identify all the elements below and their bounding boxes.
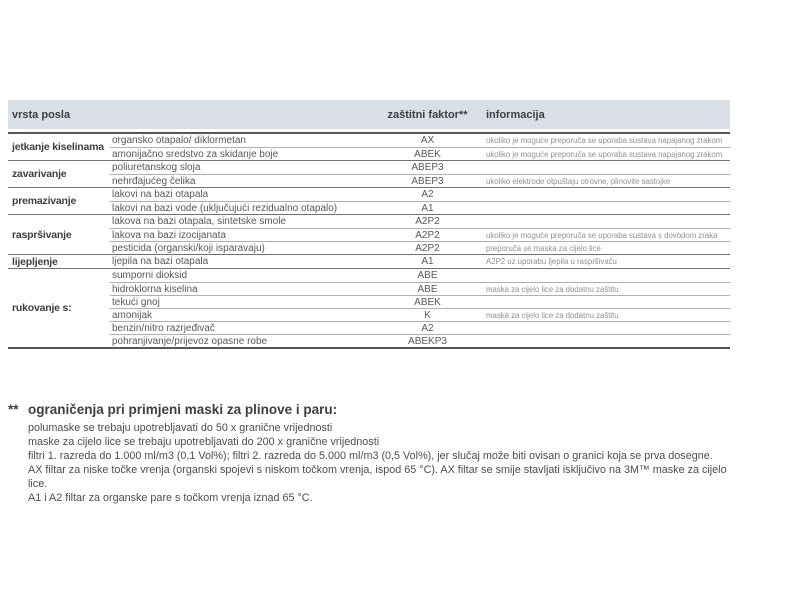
cell-task: lakovi na bazi vode (uključujući rezidualno otapalo): [112, 202, 338, 214]
column-header-vrsta-posla: vrsta posla: [12, 108, 71, 121]
footnote-lines: [28, 421, 792, 505]
footnote-line: AX filtar za niske točke vrenja (organski spojevi s niskom točkom vrenja, ispod 65 °C). AX filtar se smije stavljati isključivo na 3M™ maske za cijelo: [28, 464, 727, 476]
cell-protection-factor: K: [424, 309, 431, 321]
group-label: jetkanje kiselinama: [12, 141, 104, 153]
cell-protection-factor: A2P2: [415, 229, 440, 241]
table-row: [110, 241, 730, 254]
cell-task: tekući gnoj: [112, 296, 160, 308]
footnote-section: [8, 402, 792, 505]
table-row: [110, 308, 730, 321]
footnote-line: filtri 1. razreda do 1.000 ml/m3 (0,1 Vol%); filtri 2. razreda do 5.000 ml/m3 (0,5 Vol%), jer slučaj može biti ovisan o granici koja se prva dosegne.: [28, 450, 713, 462]
group-rows: [110, 255, 730, 268]
table-row: [110, 147, 730, 160]
cell-information: A2P2 uz uporabu ljepila u raspršivaču: [486, 257, 617, 266]
cell-information: ukoliko je moguće preporuča se uporaba sustava napajanog zrakom: [486, 136, 723, 145]
cell-task: lakovi na bazi otapala: [112, 189, 209, 200]
column-header-zastitni-faktor: zaštitni faktor**: [387, 108, 468, 121]
group-rows: [110, 161, 730, 187]
cell-information: ukoliko je moguće preporuča se uporaba sustava s dovodom zraka: [486, 230, 718, 240]
group-label: zavarivanje: [12, 168, 67, 180]
group-rows: [110, 215, 730, 254]
cell-task: lakova na bazi izocijanata: [112, 229, 226, 241]
cell-task: pesticida (organski/koji isparavaju): [112, 242, 265, 254]
table-row: [110, 134, 730, 147]
cell-task: lakova na bazi otapala, sintetske smole: [112, 216, 286, 227]
cell-protection-factor: A2P2: [415, 242, 440, 254]
cell-protection-factor: A2: [421, 189, 434, 200]
table-row: [110, 282, 730, 295]
table-row: [110, 228, 730, 241]
table-row: [110, 321, 730, 334]
footnote-line: maske za cijelo lice se trebaju upotrebljavati do 200 x granične vrijednosti: [28, 436, 380, 448]
cell-task: amonijačno sredstvo za skidanje boje: [112, 148, 279, 160]
table-group: [8, 214, 730, 254]
cell-task: sumporni dioksid: [112, 270, 188, 281]
cell-task: amonijak: [112, 309, 153, 321]
group-label: rukovanje s:: [12, 302, 72, 314]
cell-protection-factor: ABEK: [414, 296, 441, 308]
table-header-row: [8, 100, 730, 129]
table-row: [110, 215, 730, 228]
footnote-line: polumaske se trebaju upotrebljavati do 50 x granične vrijednosti: [28, 422, 333, 434]
cell-task: poliuretanskog sloja: [112, 162, 201, 173]
table-group: [8, 268, 730, 347]
cell-task: hidroklorna kiselina: [112, 283, 198, 295]
table-group: [8, 187, 730, 214]
footnote-marker: **: [8, 402, 19, 417]
footnote-line: lice.: [28, 478, 48, 490]
table-row: [110, 201, 730, 214]
footnote-heading: ograničenja pri primjeni maski za plinove i paru:: [28, 402, 338, 417]
cell-protection-factor: AX: [420, 135, 435, 146]
cell-protection-factor: A1: [421, 256, 434, 267]
column-header-informacija: informacija: [486, 108, 545, 121]
cell-protection-factor: ABEK: [414, 148, 441, 160]
table-row: [110, 188, 730, 201]
cell-protection-factor: A1: [421, 202, 434, 214]
cell-task: organsko otapalo/ diklormetan: [112, 135, 246, 146]
table-group: [8, 134, 730, 160]
table-row: [110, 334, 730, 347]
cell-task: pohranjivanje/prijevoz opasne robe: [112, 335, 268, 347]
group-label: raspršivanje: [12, 228, 72, 241]
cell-information: ukoliko elektrode otpuštaju otrovne, plinovite sastojke: [486, 176, 671, 186]
cell-task: benzin/nitro razrjeđivač: [112, 322, 215, 334]
cell-information: ukoliko je moguće preporuča se uporaba sustava napajanog zrakom: [486, 149, 723, 159]
cell-protection-factor: A2: [421, 322, 434, 334]
footnote-line: A1 i A2 filtar za organske pare s točkom vrenja iznad 65 °C.: [28, 492, 313, 504]
cell-protection-factor: ABE: [417, 283, 438, 295]
group-rows: [110, 269, 730, 347]
group-label: premazivanje: [12, 195, 77, 207]
cell-task: ljepila na bazi otapala: [112, 256, 209, 267]
cell-task: nehrđajućeg čelika: [112, 175, 196, 187]
footnote-heading-row: [8, 402, 792, 417]
cell-information: maska za cijelo lice za dodatnu zaštitu: [486, 310, 619, 320]
table-row: [110, 161, 730, 174]
respirator-filter-table: [8, 100, 730, 349]
table-row: [110, 295, 730, 308]
table-group: [8, 254, 730, 268]
table-body: [8, 132, 730, 349]
cell-protection-factor: ABE: [417, 270, 438, 281]
cell-protection-factor: A2P2: [415, 216, 440, 227]
group-rows: [110, 188, 730, 214]
group-rows: [110, 134, 730, 160]
cell-protection-factor: ABEP3: [411, 175, 444, 187]
group-label: lijepljenje: [12, 255, 58, 268]
table-group: [8, 160, 730, 187]
table-row: [110, 255, 730, 268]
cell-protection-factor: ABEP3: [411, 162, 444, 173]
cell-protection-factor: ABEKP3: [408, 335, 447, 347]
cell-information: maska za cijelo lice za dodatnu zaštitu: [486, 284, 619, 294]
table-row: [110, 174, 730, 187]
table-row: [110, 269, 730, 282]
cell-information: preporuča se maska za cijelo lice: [486, 243, 601, 253]
